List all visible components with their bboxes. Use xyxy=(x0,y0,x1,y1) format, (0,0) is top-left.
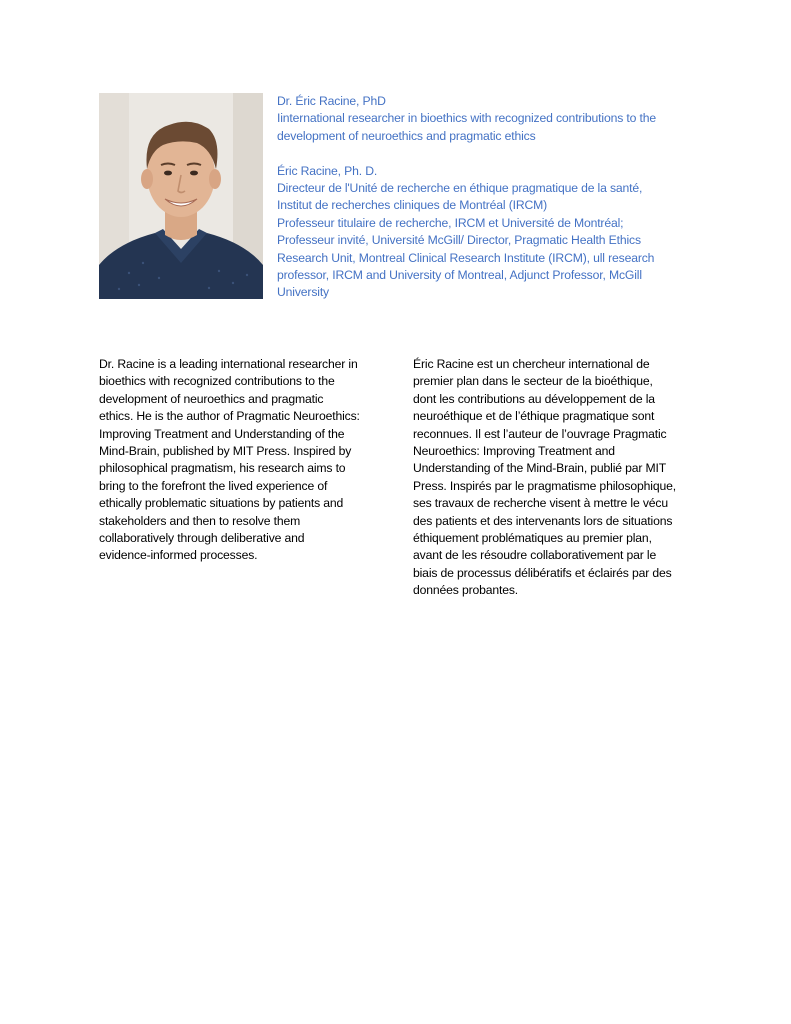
spacer xyxy=(277,145,717,162)
name-fr: Éric Racine, Ph. D. xyxy=(277,163,378,178)
portrait-photo xyxy=(99,93,263,299)
name-en: Dr. Éric Racine, PhD xyxy=(277,94,386,108)
bio-french: Éric Racine est un chercheur international de premier plan dans le secteur de la bioéthique, dont les contributions au développement de la neuroéthique et de l’éthique pragmatique sont reconnues. Il est l’auteur de l’ouvrage Pragmatic Neuroethics: Improving Treatment and Understanding of the Mind-Brain, publié par MIT Press. Inspirés par le pragmatisme philosophique, ses travaux de recherche visent à mettre le vécu des patients et des intervenants lors de situations éthiquement problématiques au premier plan, avant de les résoudre collaborativement par le biais de processus délibératifs et éclairés par des données probantes. xyxy=(413,357,676,598)
bio-english: Dr. Racine is a leading international researcher in bioethics with recognized contributions to the development of neuroethics and pragmatic ethics. He is the author of Pragmatic Neuroethics: Improving Treatment and Understanding of the Mind-Brain, published by MIT Press. Inspired by philosophical pragmatism, his research aims to bring to the forefront the lived experience of ethically problematic situations by patients and stakeholders and then to resolve them collaboratively through deliberative and evidence-informed processes. xyxy=(99,357,360,563)
titles: Directeur de l'Unité de recherche en éthique pragmatique de la santé, Institut de recherches cliniques de Montréal (IRCM) Professeur titulaire de recherche, IRCM et Université de Montréal; Professeur invité, Université McGill/ Director, Pragmatic Health Ethics Research Unit, Montreal Clinical Research Institute (IRCM), ull research professor, IRCM and University of Montreal, Adjunct Professor, McGill University xyxy=(277,181,655,300)
portrait-photo-icon xyxy=(99,93,263,299)
tagline-en: Iinternational researcher in bioethics with recognized contributions to the development of neuroethics and pragmatic ethics xyxy=(277,111,656,143)
header-block xyxy=(277,93,717,302)
